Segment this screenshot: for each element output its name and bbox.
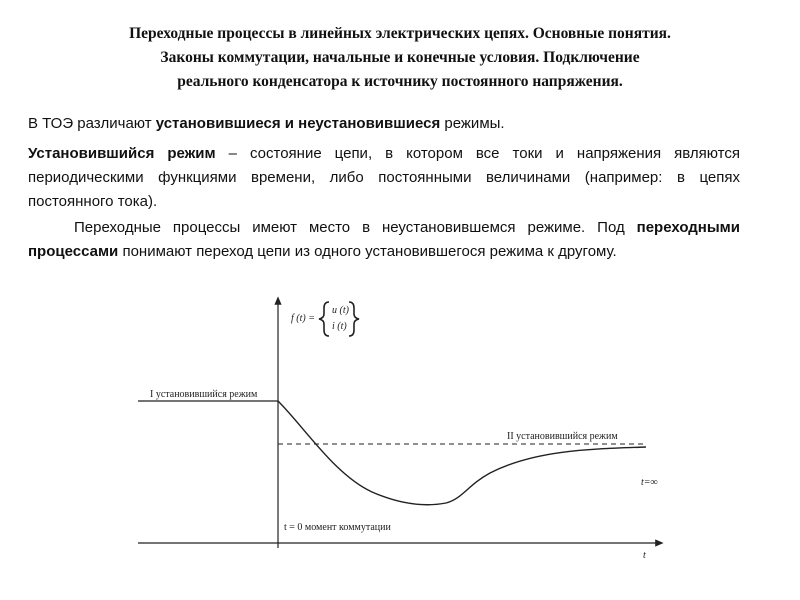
title-line-1: Переходные процессы в линейных электрических цепях. Основные понятия. (129, 25, 671, 42)
para1-prefix: В ТОЭ различают (28, 115, 156, 132)
title-line-3: реального конденсатора к источнику постоянного напряжения. (177, 73, 623, 90)
para2-text: – состояние цепи, в котором все токи и напряжения являются периодическими функциями времени, либо постоянными величинами (например: в цепях постоянного тока). (28, 145, 741, 210)
para1-suffix: режимы. (440, 115, 505, 132)
t0-label: t = 0 момент коммутации (284, 522, 391, 533)
para1-bold: установившиеся и неустановившиеся (155, 115, 441, 132)
i-label: i (t) (332, 321, 347, 332)
para3-suffix: понимают переход цепи из одного установившегося режима к другому. (118, 243, 617, 260)
para3-bold: переходными процессами (28, 219, 740, 260)
regime2-label: II установившийся режим (507, 431, 618, 442)
f-label: f (t) = (291, 313, 315, 324)
para3-prefix: Переходные процессы имеют место в неустановившемся режиме. Под (74, 219, 637, 236)
brace-right-icon (349, 302, 359, 336)
para2-bold: Установившийся режим (28, 145, 216, 162)
t-infinity-label: t=∞ (641, 477, 658, 488)
regime1-label: I установившийся режим (150, 389, 258, 400)
title-line-2: Законы коммутации, начальные и конечные условия. Подключение (160, 49, 640, 66)
t-axis-label: t (643, 550, 646, 561)
brace-icon (319, 302, 329, 336)
transient-curve (278, 401, 646, 505)
u-label: u (t) (332, 305, 349, 316)
